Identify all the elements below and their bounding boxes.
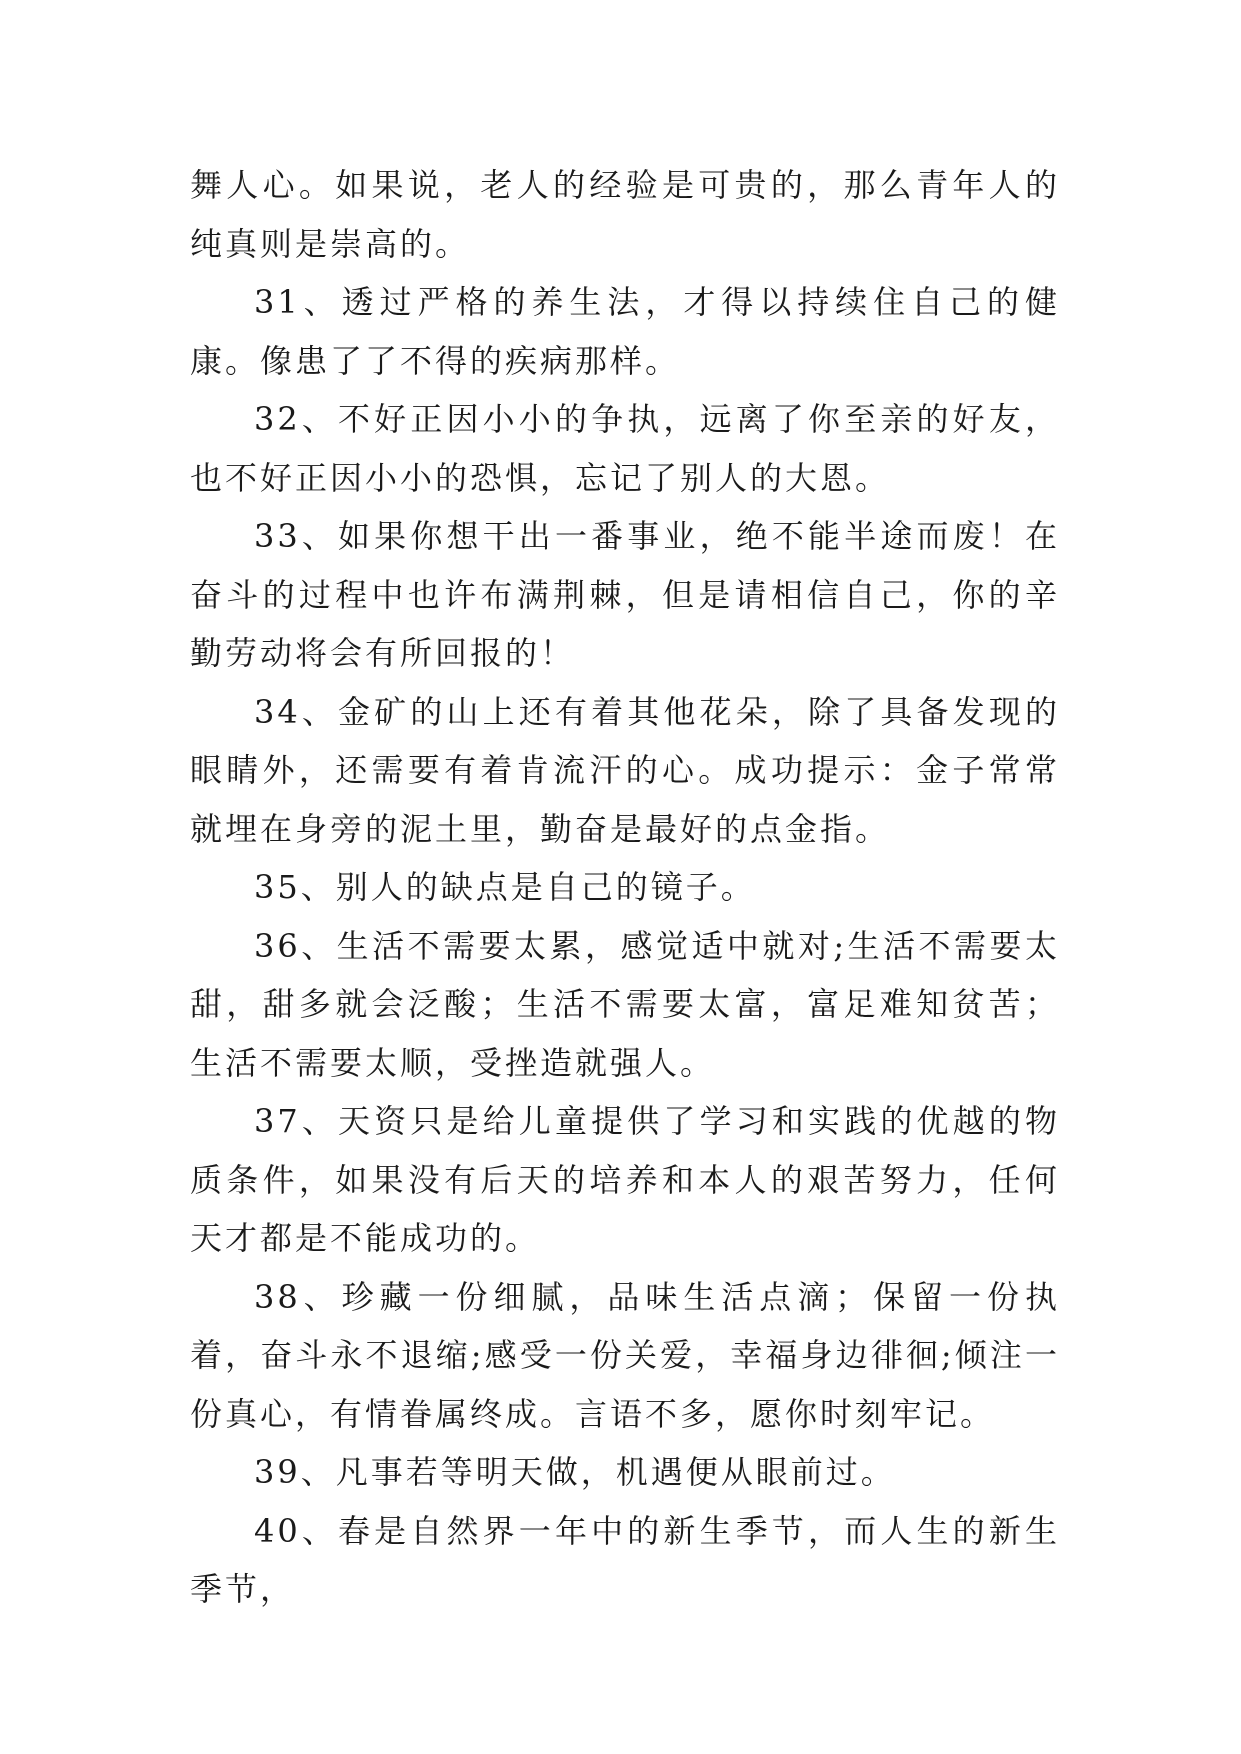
paragraph-item-34: 34、金矿的山上还有着其他花朵，除了具备发现的眼睛外，还需要有着肯流汗的心。成功提示：金子常常就埋在身旁的泥土里，勤奋是最好的点金指。 <box>190 692 1060 848</box>
paragraph-item-39: 39、凡事若等明天做，机遇便从眼前过。 <box>254 1453 896 1491</box>
paragraph-item-32: 32、不好正因小小的争执，远离了你至亲的好友，也不好正因小小的恐惧，忘记了别人的大恩。 <box>190 400 1060 497</box>
paragraph-item-33: 33、如果你想干出一番事业，绝不能半途而废！在奋斗的过程中也许布满荆棘，但是请相信自己，你的辛勤劳动将会有所回报的！ <box>190 517 1060 672</box>
paragraph-item-36: 36、生活不需要太累，感觉适中就对;生活不需要太甜，甜多就会泛酸；生活不需要太富，富足难知贫苦；生活不需要太顺，受挫造就强人。 <box>190 926 1060 1082</box>
paragraph-item-40: 40、春是自然界一年中的新生季节，而人生的新生季节， <box>190 1511 1060 1608</box>
paragraph-item-37: 37、天资只是给儿童提供了学习和实践的优越的物质条件，如果没有后天的培养和本人的艰苦努力，任何天才都是不能成功的。 <box>190 1102 1060 1257</box>
paragraph-item-31: 31、透过严格的养生法，才得以持续住自己的健康。像患了了不得的疾病那样。 <box>190 283 1060 380</box>
paragraph-item-38: 38、珍藏一份细腻，品味生活点滴；保留一份执着，奋斗永不退缩;感受一份关爱，幸福身边徘徊;倾注一份真心，有情眷属终成。言语不多，愿你时刻牢记。 <box>190 1277 1060 1433</box>
paragraph-continuation: 舞人心。如果说，老人的经验是可贵的，那么青年人的纯真则是崇高的。 <box>190 166 1060 263</box>
document-body <box>190 156 1060 1619</box>
paragraph-item-35: 35、别人的缺点是自己的镜子。 <box>254 868 756 906</box>
